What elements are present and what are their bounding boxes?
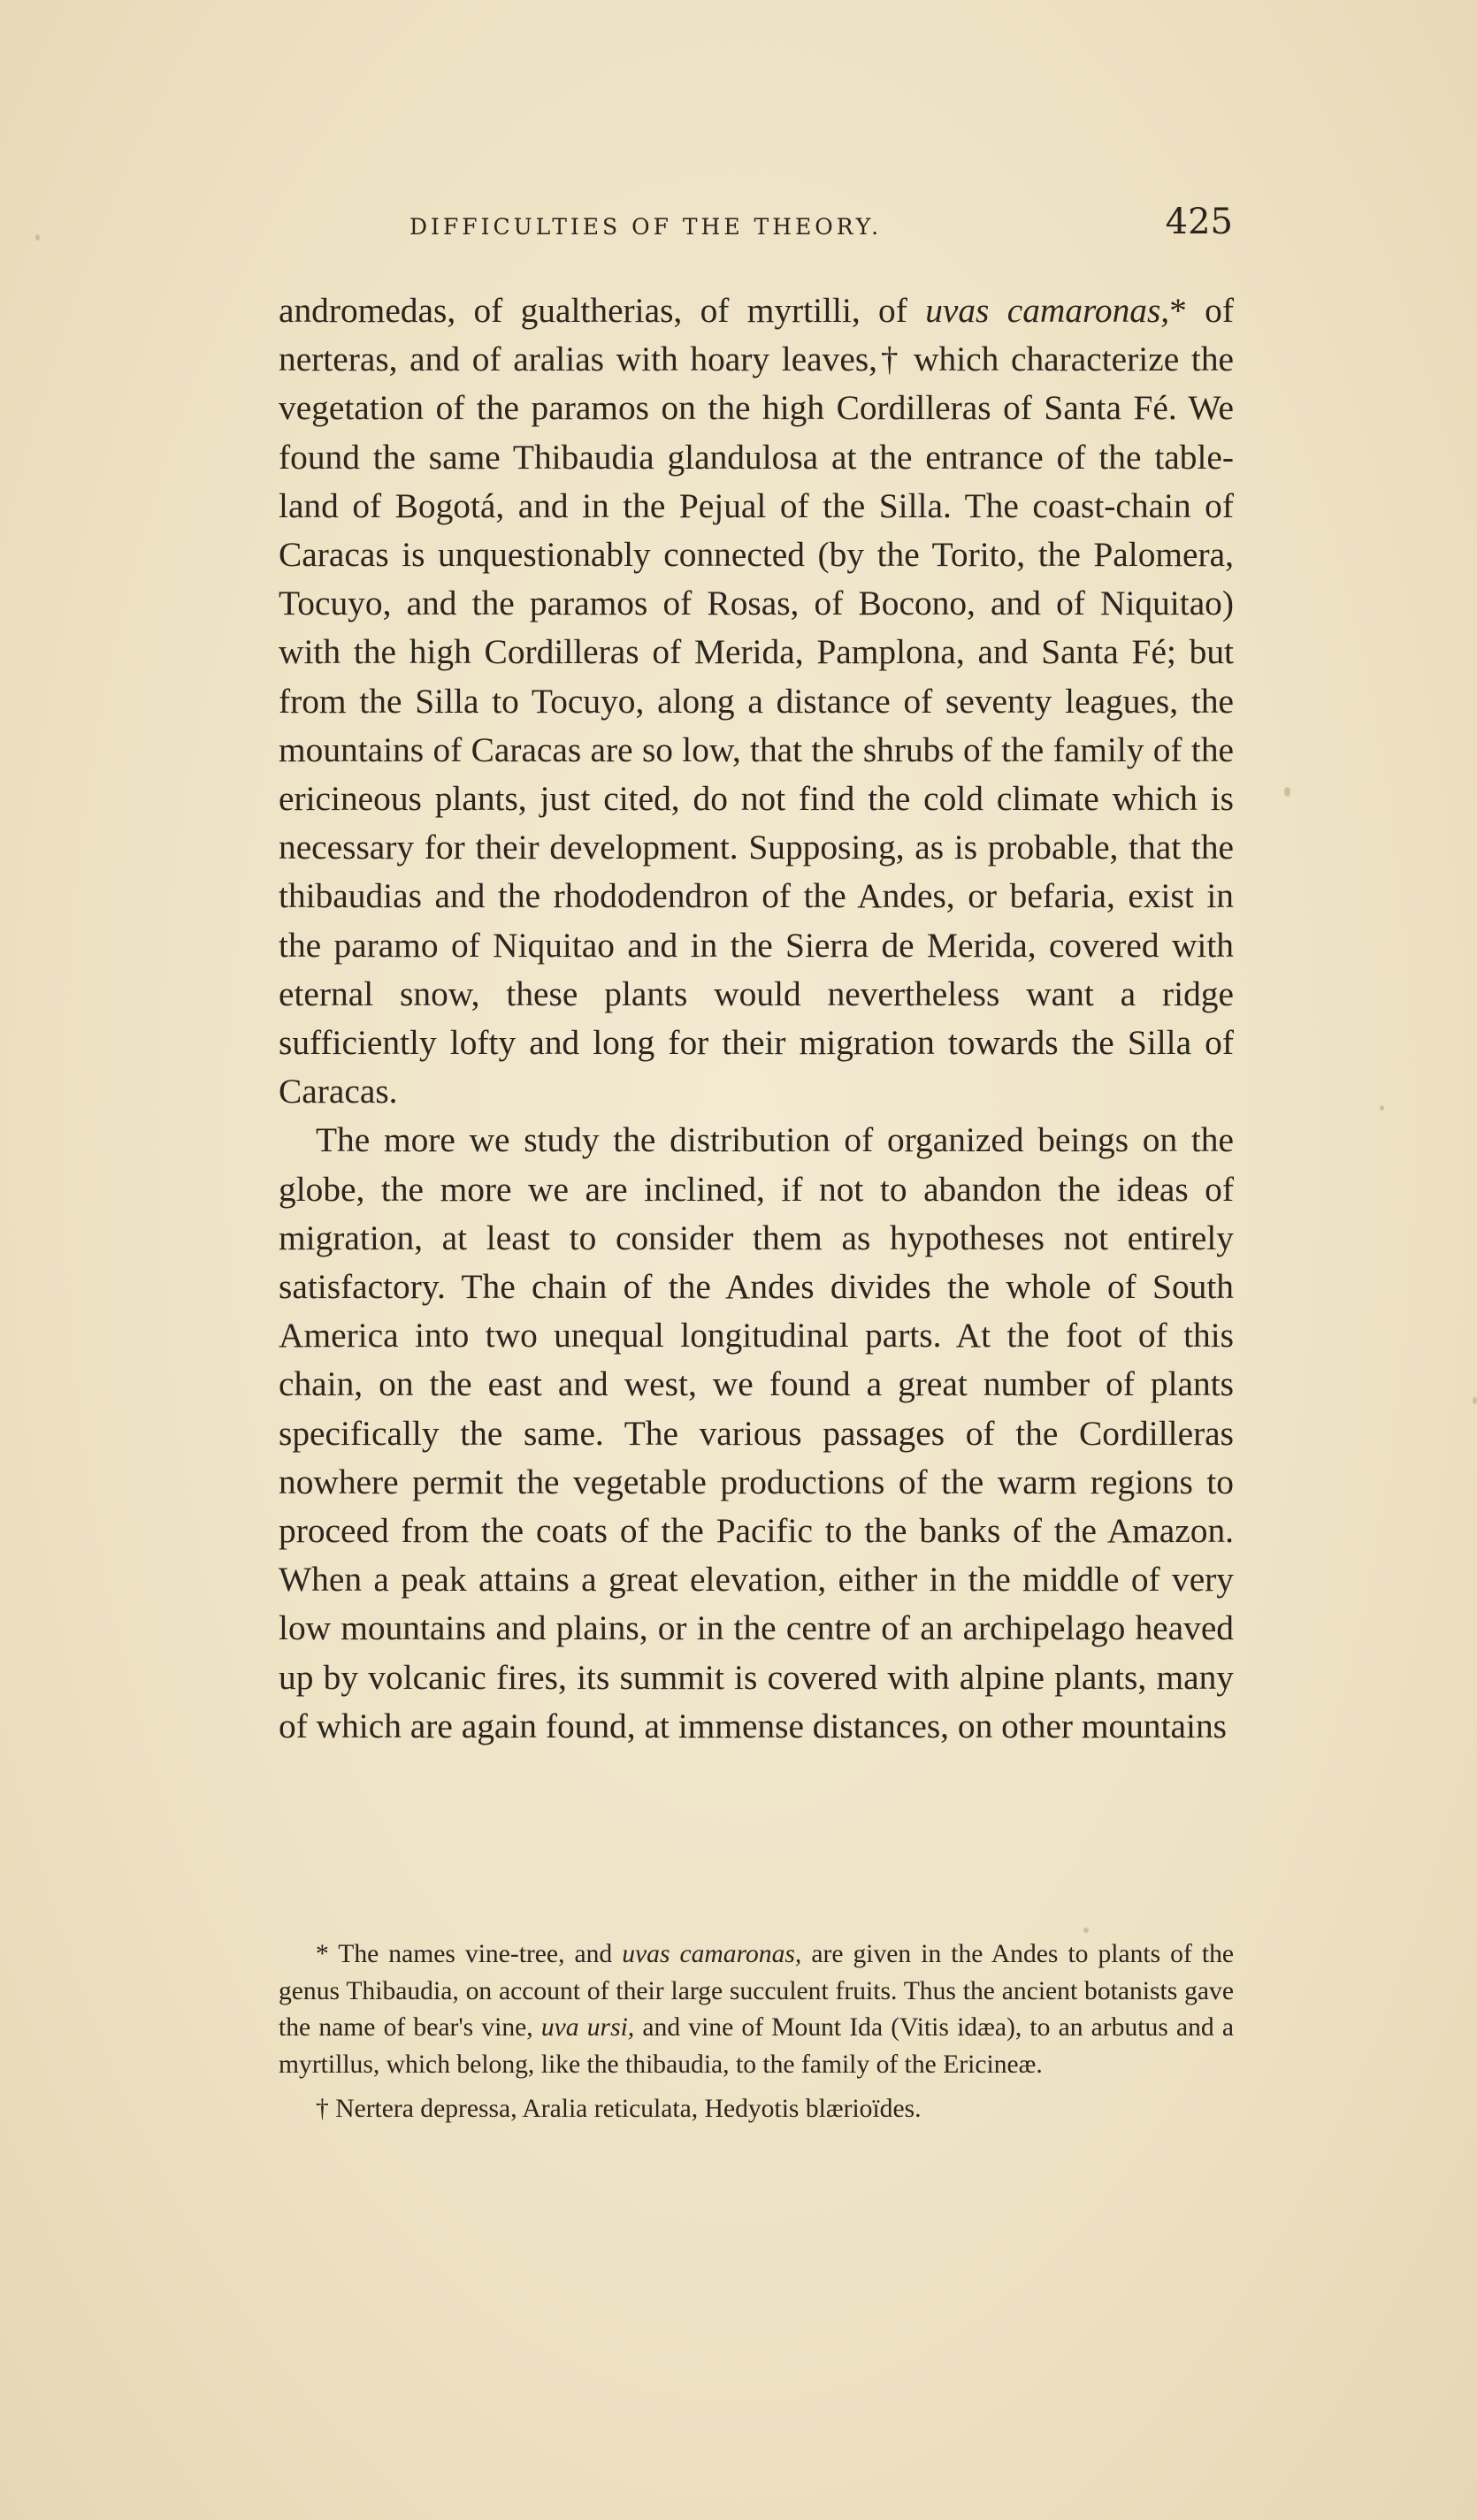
page-number: 425 (1165, 202, 1233, 242)
footnote-star (279, 1936, 1234, 2083)
footnotes (279, 1936, 1234, 2128)
paragraph-migration: The more we study the distribution of organized beings on the globe, the more we are inclined, if not to abandon the ideas of migration, at least to consider them as hypotheses not entirely satisfactory. The chain of the Andes divides the whole of South America into two unequal longitudinal parts. At the foot of this chain, on the east and west, we found a great number of plants specifically the same. The various passages of the Cordilleras nowhere permit the vegetable productions of the warm regions to proceed from the coats of the Pacific to the banks of the Amazon. When a peak attains a great elevation, either in the middle of very low mountains and plains, or in the centre of an archipelago heaved up by volcanic fires, its summit is covered with alpine plants, many of which are again found, at immense distances, on other mountains (279, 1120, 1234, 1745)
paper-spot (35, 234, 40, 241)
text-run: and vine of Mount Ida (Vitis idæa), to an arbutus and a myrtillus, which belong, like the thibaudia, to the family of the Ericineæ. (279, 2013, 1234, 2079)
text-run: * The names vine-tree, and (316, 1940, 623, 1968)
footnote-dagger: † Nertera depressa, Aralia reticulata, Hedyotis blærioïdes. (316, 2095, 922, 2123)
text-run: andromedas, of gualtherias, of myrtilli, of (279, 291, 926, 330)
page-header (327, 202, 1233, 251)
paper-spot (1083, 1928, 1089, 1933)
paper-spot (1473, 1397, 1477, 1404)
italic-run: uvas camaronas, (622, 1940, 802, 1968)
italic-run: uvas camaronas, (925, 291, 1170, 330)
paper-spot (1380, 1105, 1384, 1111)
running-head: DIFFICULTIES OF THE THEORY. (409, 214, 883, 240)
italic-run: uva ursi, (540, 2013, 635, 2042)
text-run: * of nerteras, and of aralias with hoary leaves,† which characterize the vegetation of the paramos on the high Cordilleras of Santa Fé. We found the same Thibaudia glandulosa at the entrance of the table-land of Bogotá, and in the Pejual of the Silla. The coast-chain of Caracas is unquestionably connected (by the Torito, the Palomera, Tocuyo, and the paramos of Rosas, of Bocono, and of Niquitao) with the high Cordilleras of Merida, Pamplona, and Santa Fé; but from the Silla to Tocuyo, along a distance of seventy leagues, the mountains of Caracas are so low, that the shrubs of the family of the ericineous plants, just cited, do not find the cold climate which is necessary for their development. Supposing, as is probable, that the thibaudias and the rhododendron of the Andes, or befaria, exist in the paramo of Niquitao and in the Sierra de Merida, covered with eternal snow, these plants would nevertheless want a ridge sufficiently lofty and long for their migration towards the Silla of Caracas. (279, 291, 1234, 1111)
body-text (279, 286, 1234, 1751)
paper-spot (1284, 787, 1290, 797)
text-run: are given in the Andes to plants of the genus Thibaudia, on account of their large succulent fruits. Thus the ancient botanists gave the name of bear's vine, (279, 1940, 1234, 2042)
paragraph-continued (279, 286, 1234, 1116)
